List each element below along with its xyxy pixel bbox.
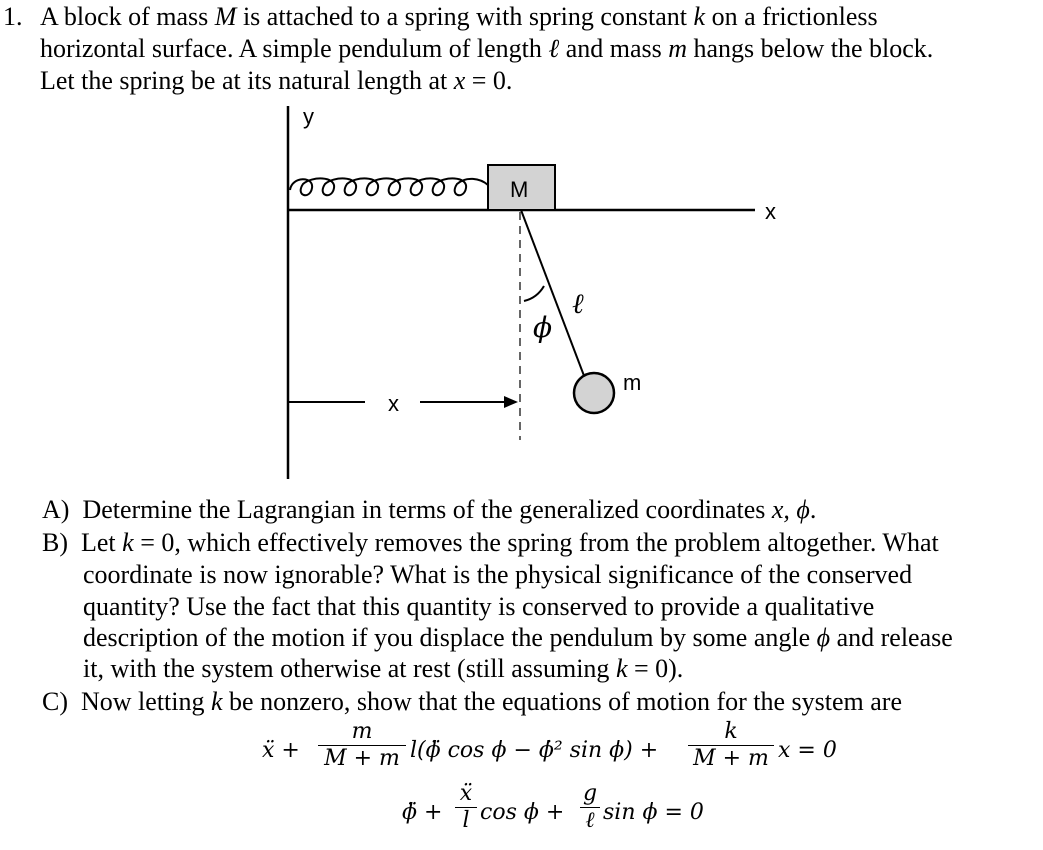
part-b-line-5: it, with the system otherwise at rest (still assuming k = 0). [83,654,684,683]
problem-number: 1. [3,2,23,31]
angle-label: ϕ [533,311,553,344]
part-b-line-1: B) Let k = 0, which effectively removes the spring from the problem altogether. What [42,528,939,557]
eq2-middle: cos ϕ + [480,800,565,825]
intro-line-3: Let the spring be at its natural length at x = 0. [40,66,513,95]
x-axis-label: x [765,199,776,224]
eq1-fraction-2: k M + m [688,720,774,771]
intro-line-2: horizontal surface. A simple pendulum of length ℓ and mass m hangs below the block. [40,34,934,63]
eq2-lead: ϕ̈ + [402,800,443,825]
eq1-middle: l(ϕ̈ cos ϕ − ϕ̇² sin ϕ) + [410,738,659,763]
eq2-fraction-1: ẍ l [455,782,477,833]
intro-line-1: A block of mass M is attached to a spring with spring constant k on a frictionless [40,2,878,31]
part-b-line-4: description of the motion if you displace the pendulum by some angle ϕ and release [83,623,953,652]
y-axis-label: y [303,104,314,129]
block-label: M [510,177,529,202]
angle-arc [524,286,544,301]
eq2-fraction-2: g ℓ [580,782,600,833]
eq1-fraction-1: m M + m [318,720,406,771]
displacement-arrow-head [504,396,518,408]
length-label: ℓ [572,287,584,320]
displacement-label: x [388,391,399,416]
eq2-tail: sin ϕ = 0 [603,800,704,825]
pendulum-bob [574,373,614,413]
eq1-tail: x = 0 [778,738,837,763]
part-a: A) Determine the Lagrangian in terms of the generalized coordinates x, ϕ. [42,495,817,524]
part-c: C) Now letting k be nonzero, show that the equations of motion for the system are [42,687,902,716]
part-b-line-2: coordinate is now ignorable? What is the physical significance of the conserved [83,560,913,589]
part-b-line-3: quantity? Use the fact that this quantity is conserved to provide a qualitative [83,592,875,621]
eq1-lead: ẍ + [262,738,300,763]
spring [290,178,488,195]
bob-label: m [623,370,642,395]
